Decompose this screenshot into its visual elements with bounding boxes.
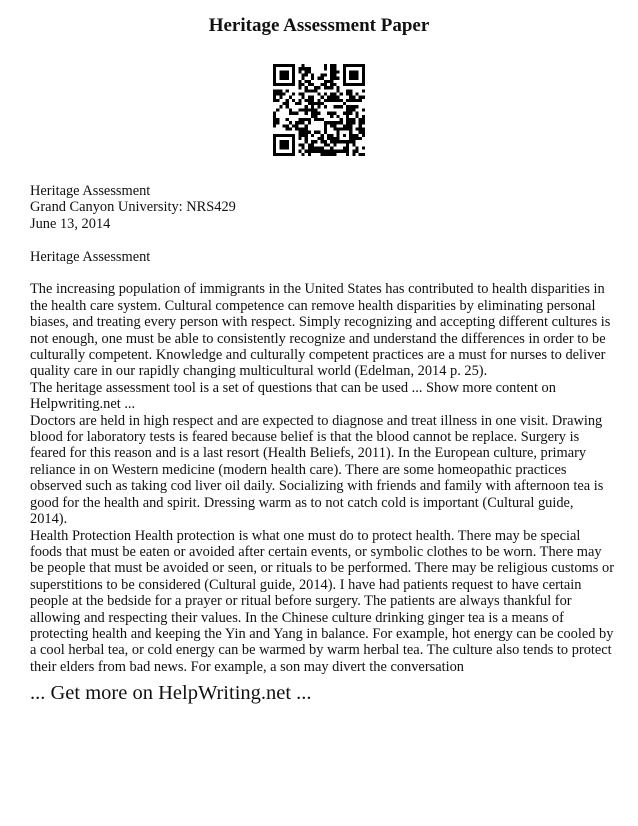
paragraph-doctors: Doctors are held in high respect and are expected to diagnose and treat illness in one visit. Drawing blood for laboratory tests is feared because belief is that the blood cannot be replace. Surgery is feared for this reason and is a last resort (Health Beliefs, 2011). In the European culture, primary reliance in on Western medicine (modern health care). There are some homeopathic practices observed such as taking cod liver oil daily. Socializing with friends and family with afternoon tea is good for the health and spirit. Dressing warm as to not catch cold is important (Cultural guide, 2014). bbox=[30, 412, 604, 528]
document-body bbox=[30, 183, 614, 675]
spacer bbox=[30, 232, 614, 248]
qr-code-icon[interactable] bbox=[273, 64, 365, 156]
header-line-title: Heritage Assessment bbox=[30, 183, 151, 199]
header-line-date: June 13, 2014 bbox=[30, 215, 111, 232]
paragraph-teaser: The heritage assessment tool is a set of questions that can be used ... Show more content on Helpwriting.net ... bbox=[30, 379, 556, 413]
get-more-link[interactable]: ... Get more on HelpWriting.net ... bbox=[30, 682, 312, 704]
section-heading: Heritage Assessment bbox=[30, 248, 151, 265]
page-title: Heritage Assessment Paper bbox=[208, 15, 430, 36]
header-line-course: Grand Canyon University: NRS429 bbox=[30, 199, 236, 216]
paragraph-intro: The increasing population of immigrants in the United States has contributed to health disparities in the health care system. Cultural competence can remove health disparities by eliminating personal biases, and treating every person with respect. Simply recognizing and accepting different cultures is not enough, one must be able to consistently recognize and understand the differences in order to be culturally competent. Knowledge and culturally competent practices are a must for nurses to deliver quality care in our rapidly changing multicultural world (Edelman, 2014 p. 25). bbox=[30, 281, 611, 380]
paragraph-health-protection: Health Protection Health protection is what one must do to protect health. There may be special foods that must be eaten or avoided after certain events, or symbolic clothes to be worn. There may be people that must be avoided or seen, or rituals to be performed. There may be religious customs or superstitions to be considered (Cultural guide, 2014). I have had patients request to have certain people at the bedside for a prayer or ritual before surgery. The patients are always thankful for allowing and respecting their values. In the Chinese culture drinking ginger tea is a means of protecting health and keeping the Yin and Yang in balance. For example, hot energy can be cooled by a cool herbal tea, or cold energy can be warmed by warm herbal tea. The culture also tends to protect their elders from bad news. For example, a son may divert the conversation bbox=[30, 527, 614, 675]
spacer bbox=[30, 265, 614, 281]
